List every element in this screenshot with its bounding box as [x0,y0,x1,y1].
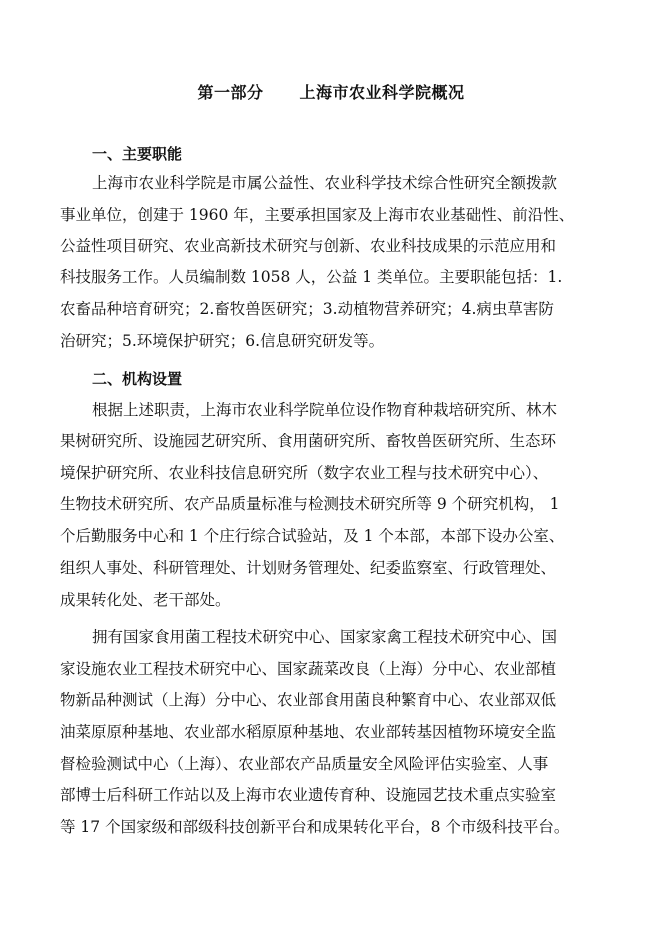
paragraph-line: 成果转化处、老干部处。 [60,591,231,609]
paragraph-line: 家设施农业工程技术研究中心、国家蔬菜改良（上海）分中心、农业部植 [60,660,557,678]
page-title [0,80,662,103]
paragraph-line: 生物技术研究所、农产品质量标准与检测技术研究所等 9 个研究机构， 1 [60,495,560,513]
paragraph-line: 事业单位，创建于 1960 年，主要承担国家及上海市农业基础性、前沿性、 [60,206,575,224]
section-heading-main-functions: 一、主要职能 [92,145,183,163]
paragraph-line: 个后勤服务中心和 1 个庄行综合试验站，及 1 个本部，本部下设办公室、 [60,527,565,545]
paragraph-line: 上海市农业科学院是市属公益性、农业科学技术综合性研究全额拨款 [92,174,558,192]
paragraph-line: 境保护研究所、农业科技信息研究所（数字农业工程与技术研究中心）、 [60,464,549,482]
paragraph-line: 油菜原原种基地、农业部水稻原原种基地、农业部转基因植物环境安全监 [60,723,557,741]
title-part-label: 第一部分 [197,83,264,102]
paragraph-line: 组织人事处、科研管理处、计划财务管理处、纪委监察室、行政管理处、 [60,559,557,577]
paragraph-line: 公益性项目研究、农业高新技术研究与创新、农业科技成果的示范应用和 [60,237,557,255]
paragraph-line: 等 17 个国家级和部级科技创新平台和成果转化平台，8 个市级科技平台。 [60,818,570,836]
paragraph-line: 物新品种测试（上海）分中心、农业部食用菌良种繁育中心、农业部双低 [60,691,557,709]
paragraph-line: 根据上述职责，上海市农业科学院单位设作物育种栽培研究所、林木 [92,401,558,419]
paragraph-line: 果树研究所、设施园艺研究所、食用菌研究所、畜牧兽医研究所、生态环 [60,432,557,450]
paragraph-line: 部博士后科研工作站以及上海市农业遗传育种、设施园艺技术重点实验室 [60,786,557,804]
paragraph-line: 农畜品种培育研究；2.畜牧兽医研究；3.动植物营养研究；4.病虫草害防 [60,300,554,318]
title-text: 上海市农业科学院概况 [299,83,465,102]
paragraph-line: 督检验测试中心（上海）、农业部农产品质量安全风险评估实验室、人事 [60,755,549,773]
paragraph-line: 拥有国家食用菌工程技术研究中心、国家家禽工程技术研究中心、国 [92,628,558,646]
paragraph-line: 科技服务工作。人员编制数 1058 人，公益 1 类单位。主要职能包括：1. [60,268,563,286]
paragraph-line: 治研究；5.环境保护研究；6.信息研究研发等。 [60,332,385,350]
section-heading-organization: 二、机构设置 [92,370,183,388]
